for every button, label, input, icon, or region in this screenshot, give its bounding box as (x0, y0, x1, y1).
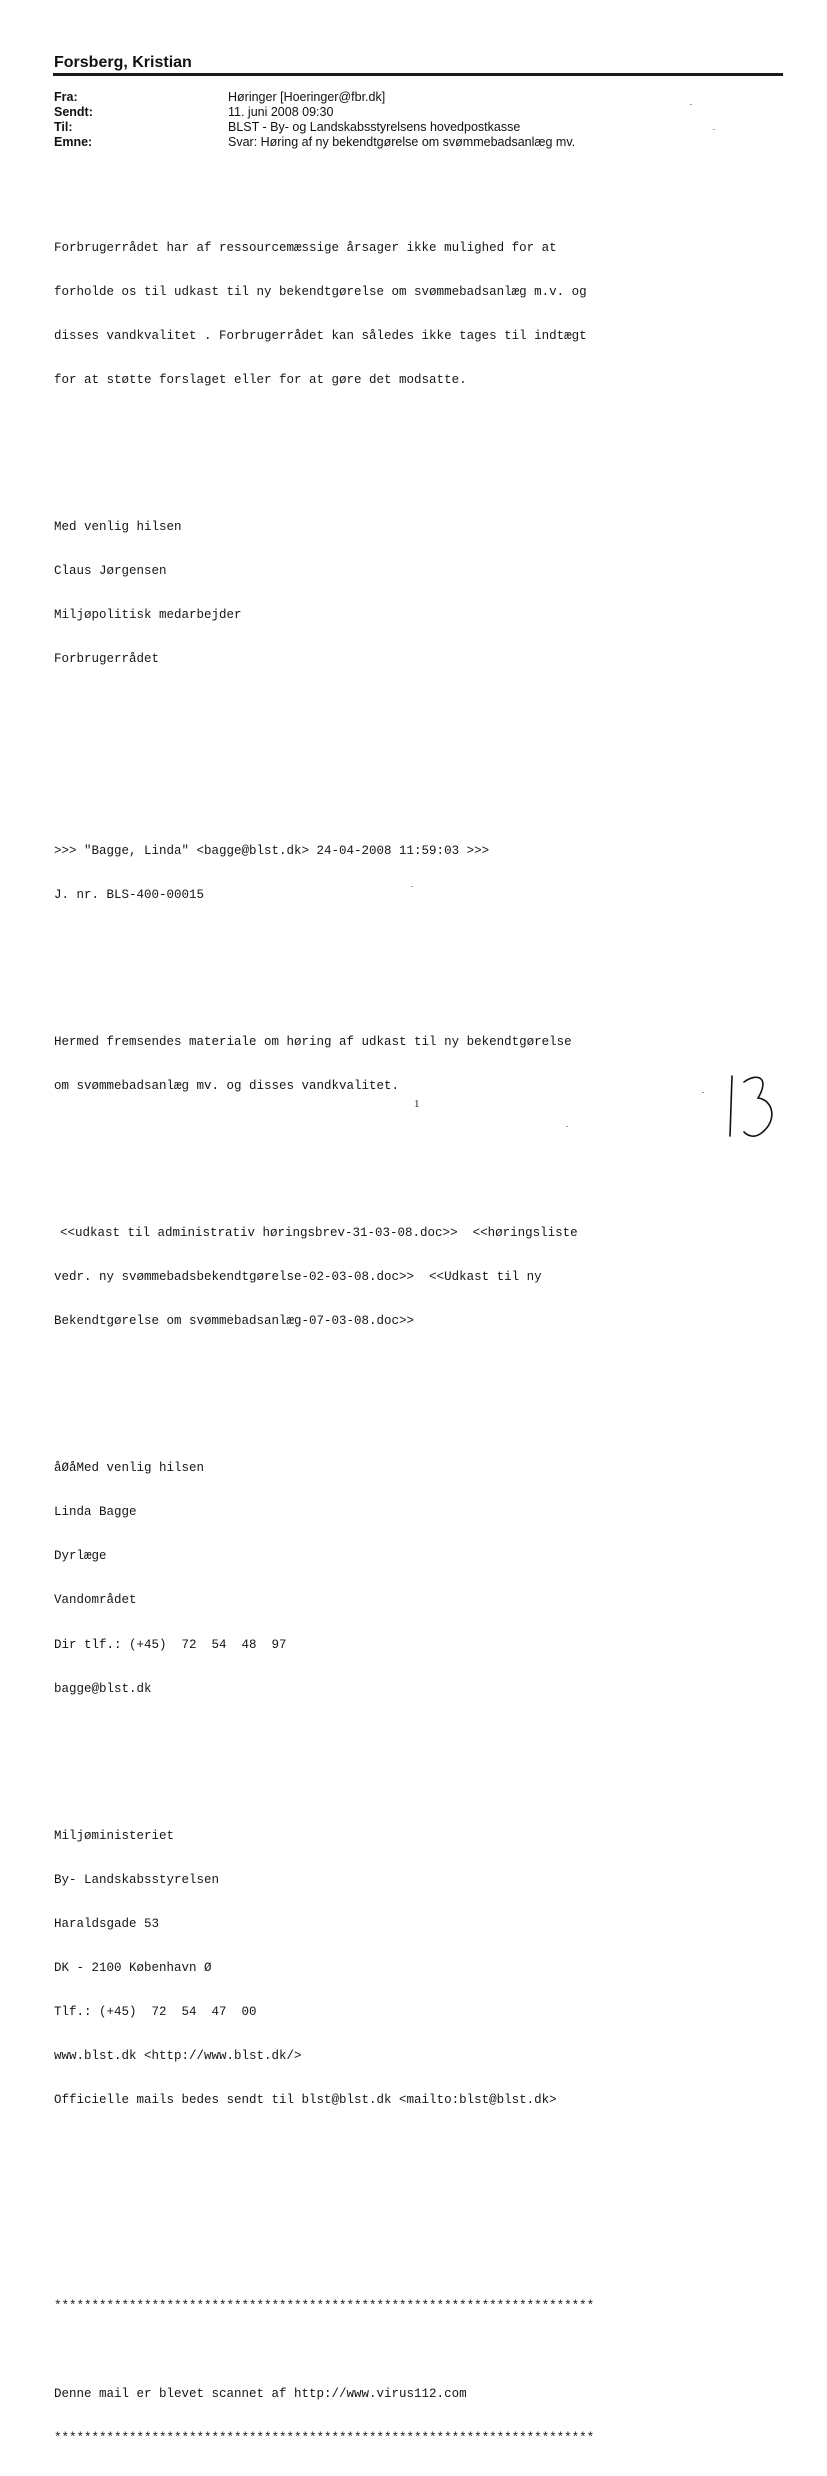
signature-line: Miljøpolitisk medarbejder (54, 608, 242, 623)
spacer (54, 961, 774, 976)
signature-line: Linda Bagge (54, 1505, 137, 1520)
organization-line: By- Landskabsstyrelsen (54, 1872, 220, 1887)
sent-value: 11. juni 2008 09:30 (228, 105, 334, 119)
reply-paragraph (54, 211, 774, 417)
reply-line: forholde os til udkast til ny bekendtgørelse om svømmebadsanlæg m.v. og (54, 284, 587, 299)
spacer (54, 726, 774, 741)
spacer (54, 1388, 774, 1403)
signature-line: Vandområdet (54, 1593, 137, 1608)
spacer (54, 770, 774, 785)
separator-top: ************************************************************************ (54, 2299, 595, 2314)
reply-line: Forbrugerrådet har af ressourcemæssige årsager ikke mulighed for at (54, 240, 557, 255)
original-line: om svømmebadsanlæg mv. og disses vandkvalitet. (54, 1078, 400, 1093)
scan-speck (411, 886, 413, 887)
original-signature (54, 1432, 774, 1726)
to-value: BLST - By- og Landskabsstyrelsens hovedpostkasse (228, 120, 521, 134)
scan-speck (690, 104, 692, 105)
organization-line: Officielle mails bedes sendt til blst@blst.dk <mailto:blst@blst.dk> (54, 2093, 557, 2108)
meta-row-from (54, 90, 754, 105)
attachment-line: Bekendtgørelse om svømmebadsanlæg-07-03-08.doc>> (54, 1314, 415, 1329)
scan-speck (713, 129, 715, 130)
page-number: 1 (414, 1098, 420, 1110)
spacer (54, 2343, 774, 2358)
header-rule (53, 73, 783, 76)
organization-line: Haraldsgade 53 (54, 1916, 160, 1931)
spacer (54, 2255, 774, 2270)
attachment-list (54, 1196, 774, 1358)
meta-row-to (54, 120, 754, 135)
handwritten-page-number (724, 1070, 784, 1140)
spacer (54, 1152, 774, 1167)
case-number: J. nr. BLS-400-00015 (54, 887, 205, 902)
subject-value: Svar: Høring af ny bekendtgørelse om svømmebadsanlæg mv. (228, 135, 576, 149)
spacer (54, 447, 774, 462)
organization-line: Miljøministeriet (54, 1828, 175, 1843)
spacer (54, 2167, 774, 2182)
spacer (54, 1755, 774, 1770)
signature-line: Dyrlæge (54, 1549, 107, 1564)
spacer (54, 2211, 774, 2226)
original-line: Hermed fremsendes materiale om høring af udkast til ny bekendtgørelse (54, 1034, 572, 1049)
sender-name: Forsberg, Kristian (54, 54, 192, 71)
subject-label: Emne: (54, 135, 93, 149)
organization-block (54, 1799, 774, 2137)
scan-speck (566, 1126, 568, 1127)
sent-label: Sendt: (54, 105, 93, 119)
from-label: Fra: (54, 90, 78, 104)
organization-line: www.blst.dk <http://www.blst.dk/> (54, 2049, 302, 2064)
attachment-line: <<udkast til administrativ høringsbrev-31-03-08.doc>> <<høringsliste (60, 1225, 578, 1240)
email-body (54, 182, 774, 2476)
organization-line: DK - 2100 København Ø (54, 1960, 212, 1975)
meta-row-sent (54, 105, 754, 120)
meta-row-subject (54, 135, 754, 150)
reply-line: disses vandkvalitet . Forbrugerrådet kan således ikke tages til indtægt (54, 329, 587, 344)
separator-bottom: ************************************************************************ (54, 2431, 595, 2446)
quote-line: >>> "Bagge, Linda" <bagge@blst.dk> 24-04-2008 11:59:03 >>> (54, 843, 490, 858)
scan-speck (702, 1092, 704, 1093)
to-label: Til: (54, 120, 73, 134)
from-value: Høringer [Hoeringer@fbr.dk] (228, 90, 386, 104)
signature-line: åØåMed venlig hilsen (54, 1461, 205, 1476)
signature-line: Med venlig hilsen (54, 520, 182, 535)
organization-line: Tlf.: (+45) 72 54 47 00 (54, 2005, 257, 2020)
reply-signature (54, 491, 774, 697)
quote-header (54, 814, 774, 932)
email-metadata (54, 90, 754, 150)
signature-line: Claus Jørgensen (54, 564, 167, 579)
signature-line: Forbrugerrådet (54, 652, 160, 667)
reply-line: for at støtte forslaget eller for at gøre det modsatte. (54, 373, 467, 388)
signature-line: bagge@blst.dk (54, 1681, 152, 1696)
signature-line: Dir tlf.: (+45) 72 54 48 97 (54, 1637, 287, 1652)
scan-notice: Denne mail er blevet scannet af http://www.virus112.com (54, 2387, 467, 2402)
attachment-line: vedr. ny svømmebadsbekendtgørelse-02-03-08.doc>> <<Udkast til ny (54, 1269, 542, 1284)
